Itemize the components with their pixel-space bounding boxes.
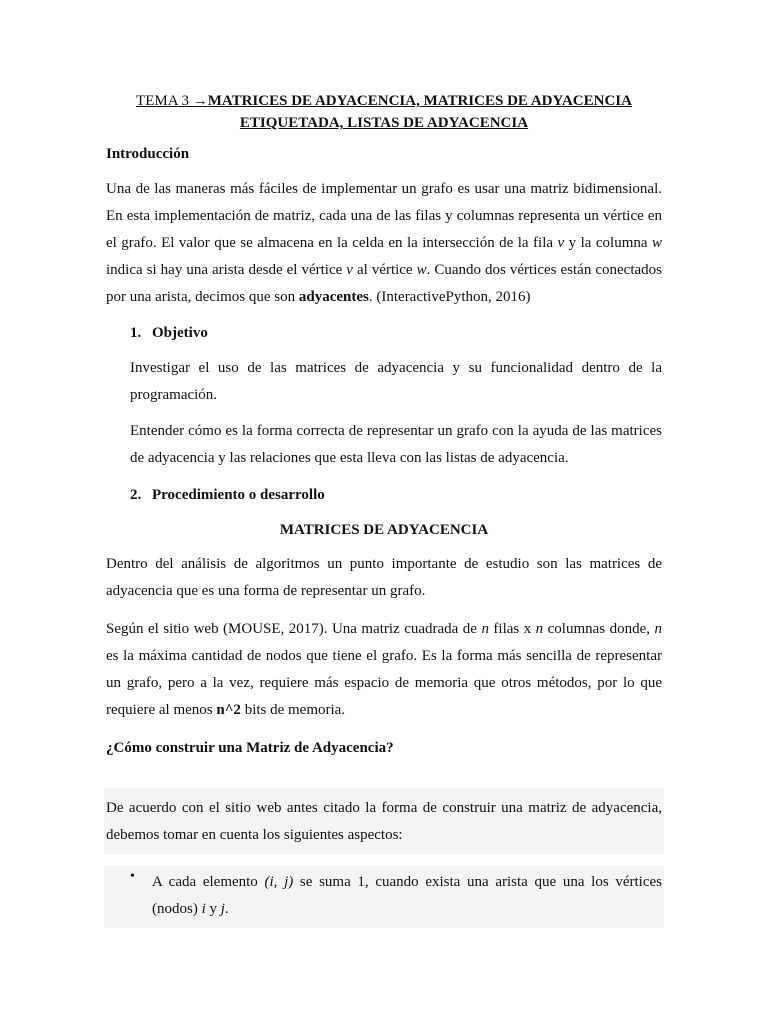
construir-heading: ¿Cómo construir una Matriz de Adyacencia? (106, 740, 394, 756)
title-line-2: ETIQUETADA, LISTAS DE ADYACENCIA (239, 115, 529, 131)
construir-paragraph: De acuerdo con el sitio web antes citado la forma de construir una matriz de adyacencia, debemos tomar en cuenta los siguientes aspectos: (106, 800, 662, 843)
procedimiento-heading: Procedimiento o desarrollo (152, 487, 325, 503)
procedimiento-paragraph-1: Dentro del análisis de algoritmos un punto importante de estudio son las matrices de adyacencia que es una forma de representar un grafo. (106, 556, 662, 599)
document-title (106, 90, 662, 134)
procedimiento-paragraph-2: Según el sitio web (MOUSE, 2017). Una matriz cuadrada de n filas x n columnas donde, n es la máxima cantidad de nodos que tiene el grafo. Es la forma más sencilla de representar un grafo, pero a la vez, requiere más espacio de memoria que otros métodos, por lo que requiere al menos n^2 bits de memoria. (106, 621, 662, 718)
matrices-subheading: MATRICES DE ADYACENCIA (279, 522, 489, 538)
procedimiento-number: 2. (130, 487, 142, 503)
bullet-icon: • (130, 869, 135, 884)
intro-paragraph: Una de las maneras más fáciles de implementar un grafo es usar una matriz bidimensional. En esta implementación de matriz, cada una de las filas y columnas representa un vértice en el grafo. El valor que se almacena en la celda en la intersección de la fila v y la columna w indica si hay una arista desde el vértice v al vértice w. Cuando dos vértices están conectados por una arista, decimos que son adyacentes. (InteractivePython, 2016) (106, 181, 662, 305)
title-line-1: TEMA 3 →MATRICES DE ADYACENCIA, MATRICES DE ADYACENCIA (136, 93, 632, 109)
objetivo-number: 1. (130, 325, 142, 341)
objetivo-heading: Objetivo (152, 325, 208, 341)
arrow-icon: → (192, 93, 208, 109)
objetivo-paragraph-2: Entender cómo es la forma correcta de representar un grafo con la ayuda de las matrices de adyacencia y las relaciones que esta lleva con las listas de adyacencia. (130, 423, 662, 466)
objetivo-paragraph-1: Investigar el uso de las matrices de adyacencia y su funcionalidad dentro de la programación. (130, 360, 662, 403)
intro-heading: Introducción (106, 146, 190, 162)
bullet-item: A cada elemento (i, j) se suma 1, cuando exista una arista que una los vértices (nodos) i y j. (152, 874, 662, 917)
